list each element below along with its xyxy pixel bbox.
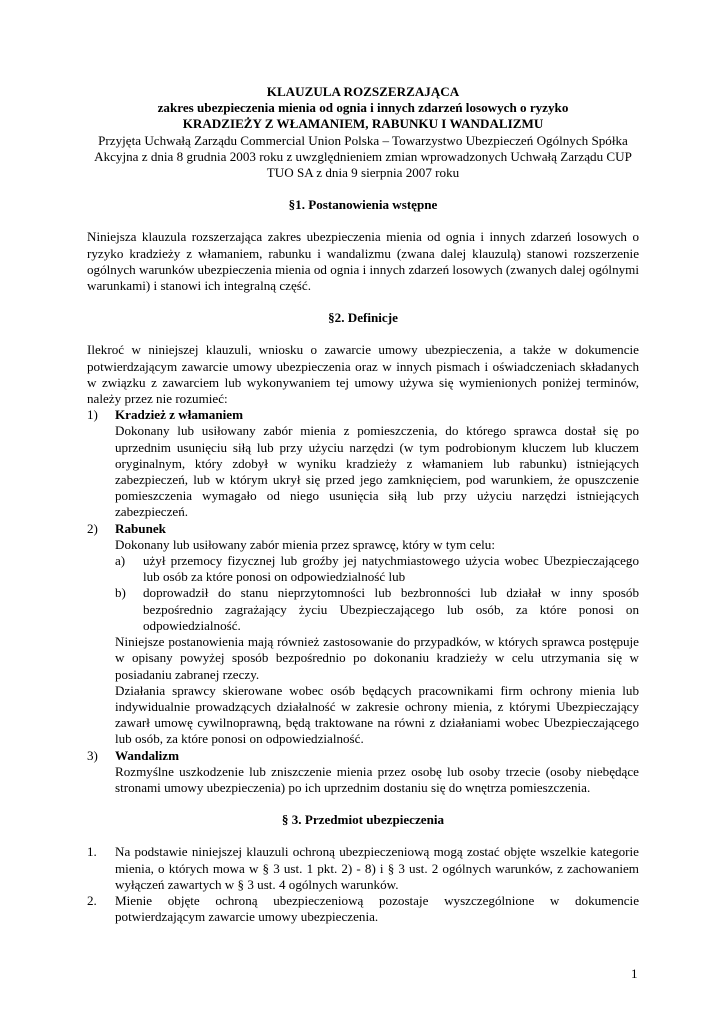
document-page [87,84,639,925]
definition-2 [87,521,639,748]
item-text: Mienie objęte ochroną ubezpieczeniową pozostaje wyszczególnione w dokumencie potwierdzającym zawarcie umowy ubezpieczenia. [115,892,639,925]
definition-text: Rozmyślne uszkodzenie lub zniszczenie mienia przez osobę lub osoby trzecie (osoby niebędące stronami umowy ubezpieczenia) po ich uprzednim dostaniu się do wnętrza pomieszczenia. [115,763,639,795]
clause-subtitle: zakres ubezpieczenia mienia od ognia i innych zdarzeń losowych o ryzyko [157,100,569,116]
definition-term: Kradzież z włamaniem [115,407,243,423]
item-number: 2. [87,892,97,908]
definition-1 [87,407,639,520]
definition-term: Rabunek [115,520,166,536]
section-1-text: Niniejsza klauzula rozszerzająca zakres ubezpieczenia mienia od ognia i innych zdarzeń losowych o ryzyko kradzieży z włamaniem, rabunku i wandalizmu (zwana dalej klauzulą) stanowi rozszerzenie ogólnych warunków ubezpieczenia mienia od ognia i innych zdarzeń losowych (zwanych dalej ogólnymi warunkami) i stanowi ich integralną część. [87,229,639,294]
section-1-title: §1. Postanowienia wstępne [288,197,438,213]
section-3-item-2 [87,893,639,925]
item-number: 1. [87,844,97,860]
section-2-title: §2. Definicje [328,310,398,326]
definition-text: Dokonany lub usiłowany zabór mienia przez sprawcę, który w tym celu: [115,536,495,552]
clause-risk: KRADZIEŻY Z WŁAMANIEM, RABUNKU I WANDALIZMU [182,116,544,132]
section-3-item-1 [87,844,639,893]
definition-paragraph: Działania sprawcy skierowane wobec osób będących pracownikami firm ochrony mienia lub indywidualnie prowadzących działalność w zakresie ochrony mienia, z którymi Ubezpieczający zawarł umowę cywilnoprawną, będą traktowane na równi z działaniami wobec Ubezpieczającego lub osób, za które ponosi on odpowiedzialność. [115,682,639,747]
definition-subitem-a: a) użył przemocy fizycznej lub groźby jej natychmiastowego użycia wobec Ubezpieczającego lub osób za które ponosi on odpowiedzialność lub [115,553,639,585]
clause-title: KLAUZULA ROZSZERZAJĄCA [266,84,460,99]
page-number: 1 [631,966,638,981]
adoption-note: Przyjęta Uchwałą Zarządu Commercial Union Polska – Towarzystwo Ubezpieczeń Ogólnych Spółka Akcyjna z dnia 8 grudnia 2003 roku z uwzględnieniem zmian wprowadzonych Uchwałą Zarządu CUP TUO SA z dnia 9 sierpnia 2007 roku [94,132,632,181]
document-header [87,84,639,181]
definition-3 [87,748,639,797]
definition-number: 2) [87,520,98,536]
definition-number: 3) [87,747,98,763]
definition-text: Dokonany lub usiłowany zabór mienia z pomieszczenia, do którego sprawca dostał się po uprzednim usunięciu siłą lub przy użyciu narzędzi (w tym podrobionym kluczem lub kluczem oryginalnym, który zdobył w wyniku kradzieży z włamaniem lub rabunku) istniejących zabezpieczeń, lub w którym ukrył się przed jego zamknięciem, pod warunkiem, że opuszczenie pomieszczenia wymagało od niego usunięcia siłą lub przy użyciu narzędzi istniejących zabezpieczeń. [115,423,639,520]
definition-term: Wandalizm [115,747,180,763]
definition-subitem-b: b) doprowadził do stanu nieprzytomności lub bezbronności lub działał w inny sposób bezpośrednio zagrażający życiu Ubezpieczającego lub osób, za które ponosi on odpowiedzialność. [115,585,639,633]
item-text: Na podstawie niniejszej klauzuli ochroną ubezpieczeniową mogą zostać objęte wszelkie kategorie mienia, o których mowa w § 3 ust. 1 pkt. 2) - 8) i § 3 ust. 2 ogólnych warunków, z zachowaniem wyłączeń zawartych w § 3 ust. 4 ogólnych warunków. [115,844,639,892]
section-3-title: § 3. Przedmiot ubezpieczenia [281,812,445,828]
section-2-intro: Ilekroć w niniejszej klauzuli, wniosku o zawarcie umowy ubezpieczenia, a także w dokumencie potwierdzającym zawarcie umowy ubezpieczenia oraz w innych pismach i oświadczeniach składanych w związku z zawarciem lub wykonywaniem tej umowy używa się wymienionych poniżej terminów, należy przez nie rozumieć: [87,342,639,407]
definition-paragraph: Niniejsze postanowienia mają również zastosowanie do przypadków, w których sprawca postępuje w opisany powyżej sposób bezpośrednio po dokonaniu kradzieży w celu utrzymania się w posiadaniu zabranej rzeczy. [115,634,639,682]
definition-number: 1) [87,407,98,423]
